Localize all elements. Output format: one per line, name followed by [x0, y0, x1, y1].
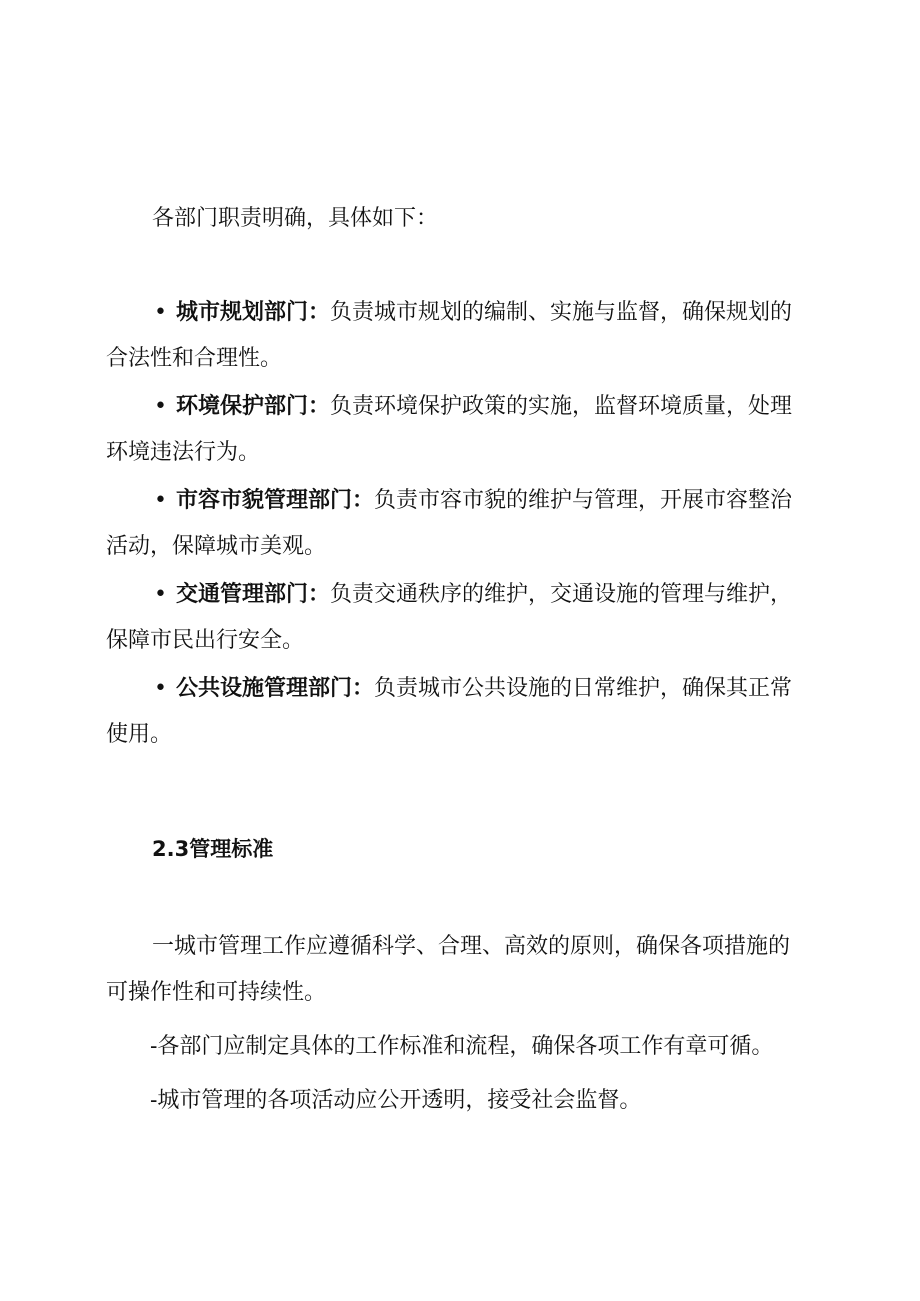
department-name: 市容市貌管理部门： — [176, 488, 375, 513]
department-name: 交通管理部门： — [176, 582, 331, 607]
list-item — [106, 666, 806, 758]
department-name: 环境保护部门： — [176, 394, 331, 419]
list-item — [106, 478, 806, 570]
department-name: 公共设施管理部门： — [176, 676, 375, 701]
list-item — [106, 384, 806, 476]
department-duty: 负责交通秩序的维护，交通设施的管理与维护，保障市民出行安全。 — [106, 582, 793, 653]
bullet-icon: • — [154, 394, 167, 419]
bullet-icon: • — [154, 488, 167, 513]
standard-paragraph: -城市管理的各项活动应公开透明，接受社会监督。 — [150, 1088, 642, 1113]
intro-paragraph: 各部门职责明确，具体如下： — [152, 206, 439, 231]
list-item — [106, 290, 806, 382]
department-duty: 负责市容市貌的维护与管理，开展市容整治活动，保障城市美观。 — [106, 488, 793, 559]
bullet-icon: • — [154, 582, 167, 607]
management-standards — [106, 924, 806, 1132]
department-duty: 负责城市规划的编制、实施与监督，确保规划的合法性和合理性。 — [106, 300, 793, 371]
standard-paragraph: -各部门应制定具体的工作标准和流程，确保各项工作有章可循。 — [150, 1034, 774, 1059]
list-item — [106, 572, 806, 664]
bullet-icon: • — [154, 676, 167, 701]
standard-paragraph: 一城市管理工作应遵循科学、合理、高效的原则，确保各项措施的可操作性和可持续性。 — [106, 934, 791, 1005]
department-duties-list — [106, 290, 806, 760]
department-duty: 负责环境保护政策的实施，监督环境质量，处理环境违法行为。 — [106, 394, 793, 465]
section-heading: 2.3管理标准 — [152, 837, 274, 861]
bullet-icon: • — [154, 300, 167, 325]
department-name: 城市规划部门： — [176, 300, 331, 325]
department-duty: 负责城市公共设施的日常维护，确保其正常使用。 — [106, 676, 793, 747]
